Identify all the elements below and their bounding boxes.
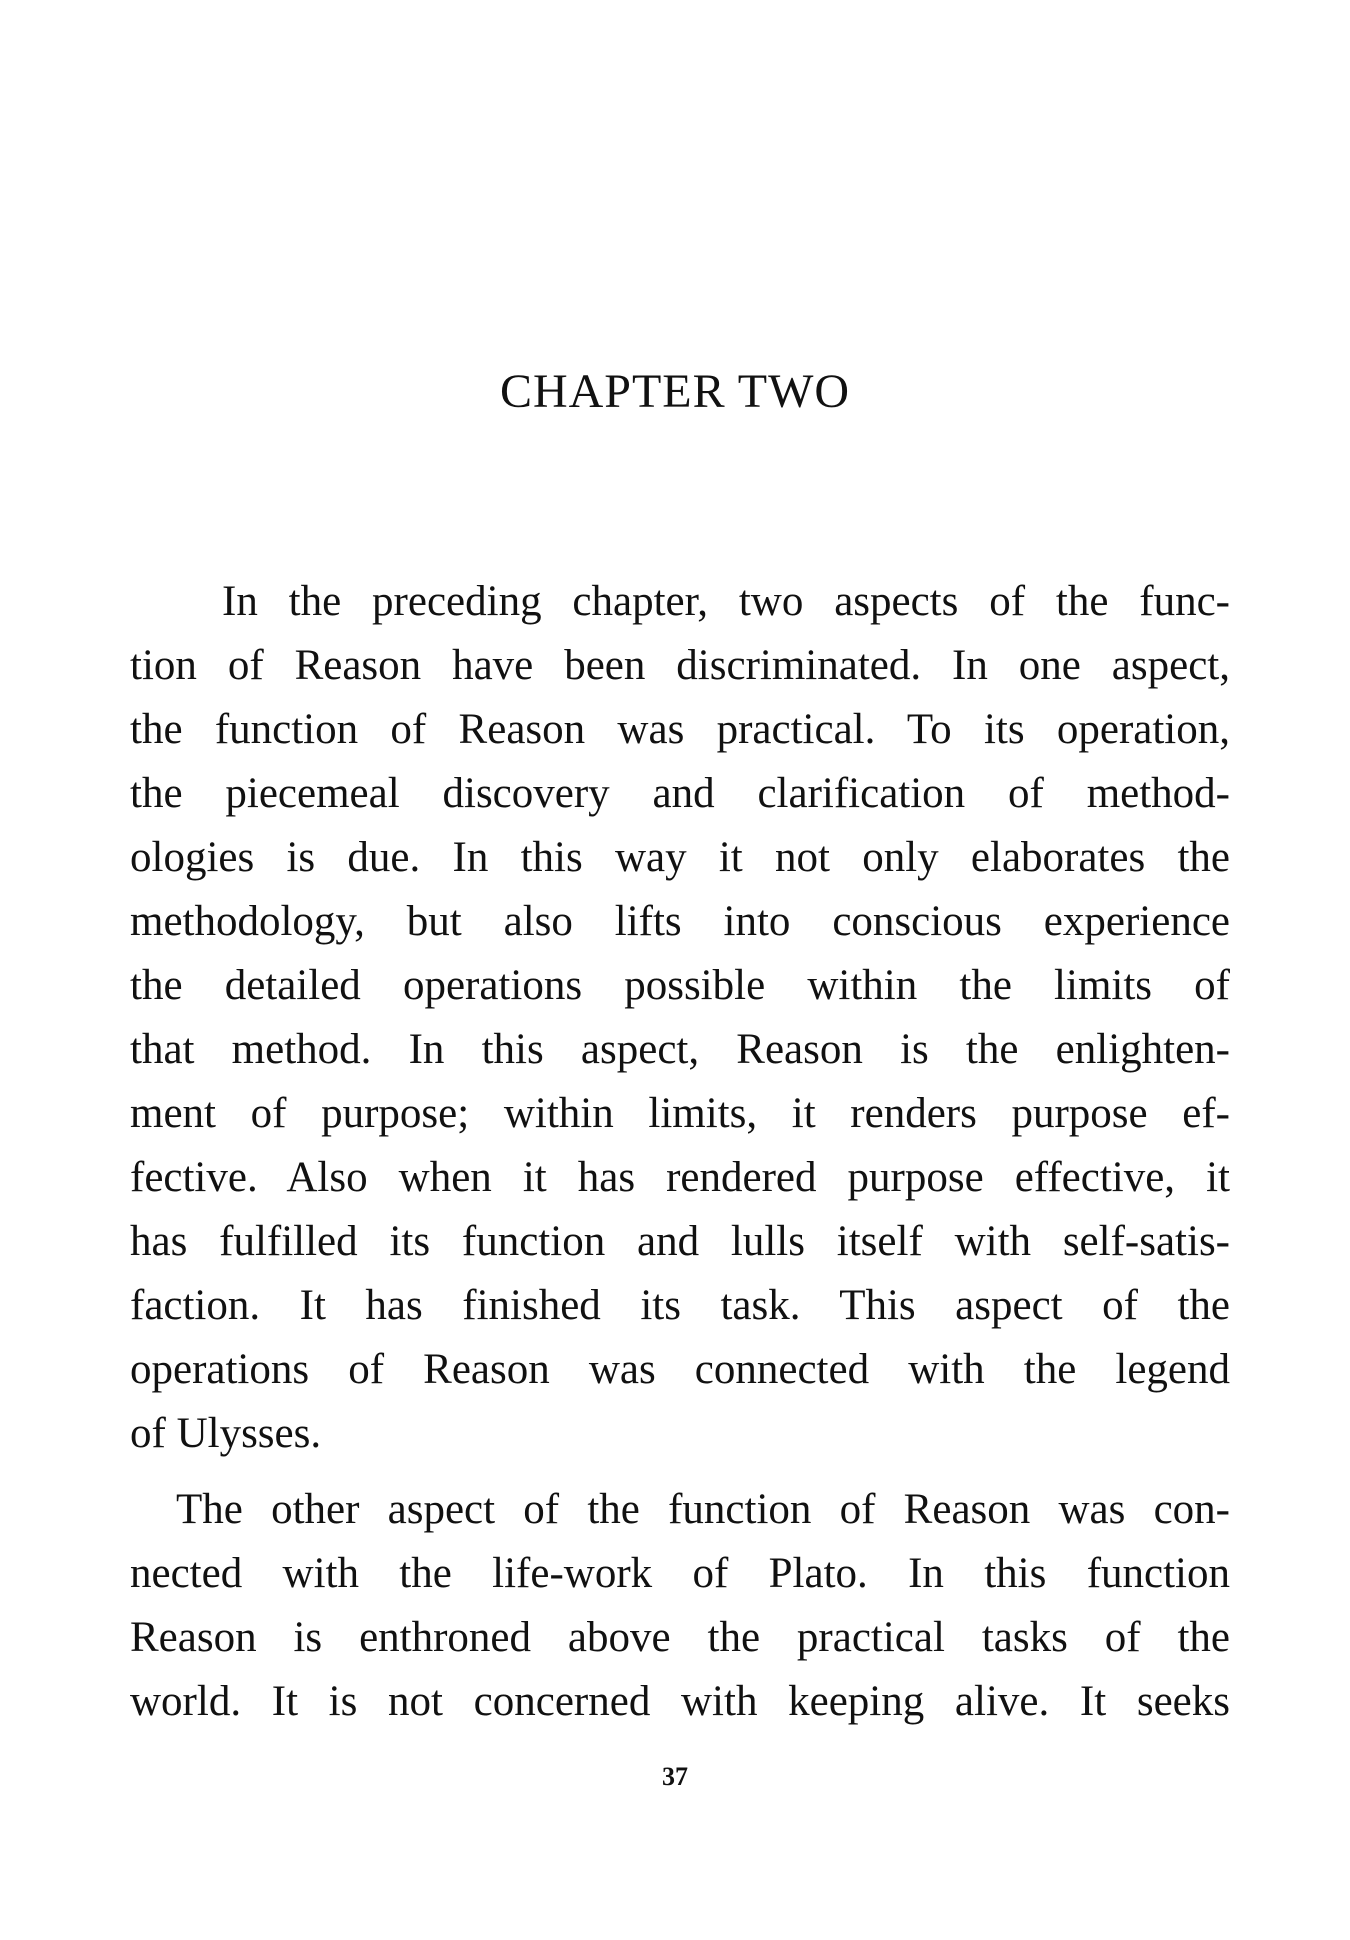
paragraph-spacer [130, 1466, 1230, 1478]
text-line: the piecemeal discovery and clarification of method- [130, 770, 1230, 817]
paragraph-1 [130, 570, 1230, 1466]
text-line: the function of Reason was practical. To its operation, [130, 706, 1230, 753]
text-line: world. It is not concerned with keeping alive. It seeks [130, 1678, 1230, 1725]
page-number: 37 [662, 1762, 688, 1791]
text-line: faction. It has finished its task. This aspect of the [130, 1282, 1230, 1329]
text-line: Reason is enthroned above the practical tasks of the [130, 1614, 1230, 1661]
text-line: ologies is due. In this way it not only elaborates the [130, 834, 1230, 881]
text-line: operations of Reason was connected with the legend [130, 1346, 1230, 1393]
text-line: of Ulysses. [130, 1410, 322, 1457]
text-line: The other aspect of the function of Reason was con- [176, 1486, 1230, 1533]
text-line: nected with the life-work of Plato. In this function [130, 1550, 1230, 1597]
text-line: ment of purpose; within limits, it renders purpose ef- [130, 1090, 1230, 1137]
text-line: methodology, but also lifts into conscious experience [130, 898, 1230, 945]
text-line: has fulfilled its function and lulls itself with self-satis- [130, 1218, 1230, 1265]
text-line: that method. In this aspect, Reason is the enlighten- [130, 1026, 1230, 1073]
text-line: fective. Also when it has rendered purpose effective, it [130, 1154, 1230, 1201]
text-line: In the preceding chapter, two aspects of the func- [222, 578, 1230, 625]
chapter-heading: CHAPTER TWO [499, 365, 851, 418]
text-line: tion of Reason have been discriminated. In one aspect, [130, 642, 1230, 689]
text-line: the detailed operations possible within the limits of [130, 962, 1230, 1009]
body-text [130, 570, 1230, 1734]
paragraph-2 [130, 1478, 1230, 1734]
